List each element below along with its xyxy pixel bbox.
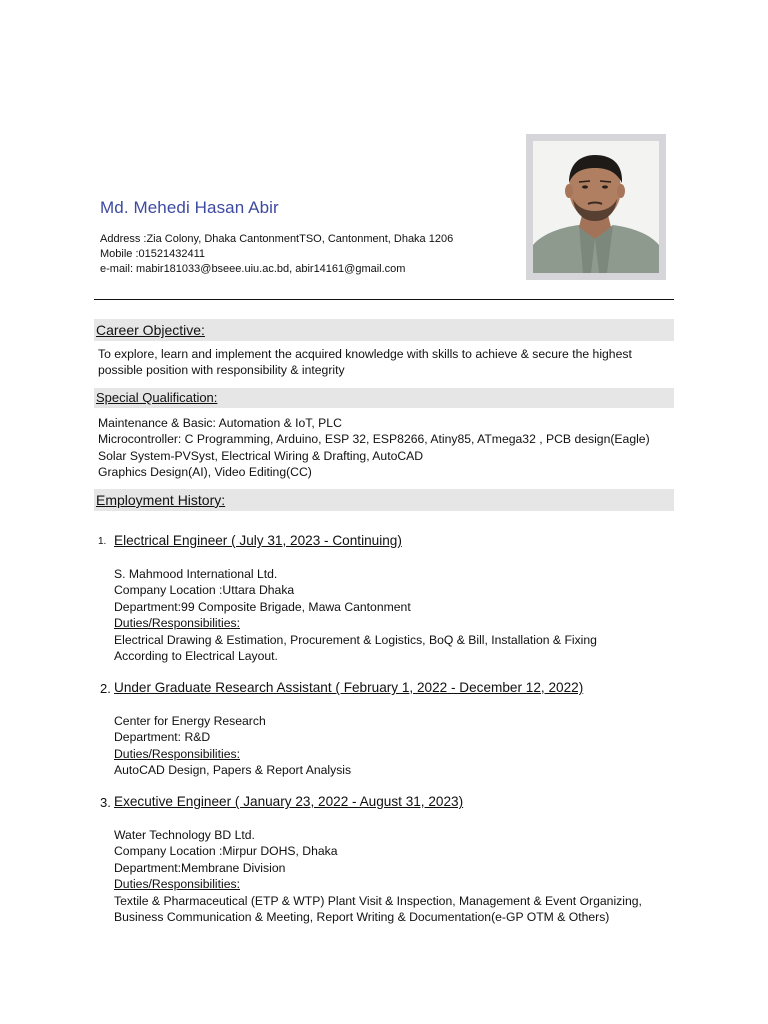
candidate-name: Md. Mehedi Hasan Abir <box>100 198 279 217</box>
career-line: possible position with responsibility & integrity <box>98 363 345 378</box>
profile-photo-frame <box>526 134 666 280</box>
profile-photo <box>533 141 659 273</box>
company-name: S. Mahmood International Ltd. <box>114 567 278 581</box>
mobile-line: Mobile :01521432411 <box>100 248 205 260</box>
duties-label: Duties/Responsibilities: <box>114 877 240 892</box>
qualification-line: Solar System-PVSyst, Electrical Wiring & Drafting, AutoCAD <box>98 448 424 463</box>
job-title: Under Graduate Research Assistant ( February 1, 2022 - December 12, 2022) <box>114 680 584 695</box>
duties-line: Textile & Pharmaceutical (ETP & WTP) Plant Visit & Inspection, Management & Event Organizing, <box>114 893 642 908</box>
department: Department:Membrane Division <box>114 860 286 875</box>
job-details <box>114 827 642 925</box>
job-number: 2. <box>100 681 111 696</box>
job-number: 1. <box>98 536 107 547</box>
duties-line: AutoCAD Design, Papers & Report Analysis <box>114 763 352 778</box>
special-qualification-text <box>98 415 678 480</box>
qualification-line: Graphics Design(AI), Video Editing(CC) <box>98 464 312 479</box>
duties-label: Duties/Responsibilities: <box>114 616 240 631</box>
email-line: e-mail: mabir181033@bseee.uiu.ac.bd, abir14161@gmail.com <box>100 263 406 275</box>
header-divider <box>94 299 674 300</box>
duties-line: According to Electrical Layout. <box>114 649 278 664</box>
department: Department:99 Composite Brigade, Mawa Cantonment <box>114 599 411 614</box>
career-line: To explore, learn and implement the acquired knowledge with skills to achieve & secure the highest <box>98 347 632 361</box>
qualification-line: Microcontroller: C Programming, Arduino, ESP 32, ESP8266, Atiny85, ATmega32 , PCB design(Eagle) <box>98 432 650 447</box>
duties-line: Electrical Drawing & Estimation, Procurement & Logistics, BoQ & Bill, Installation & Fixing <box>114 632 597 647</box>
employment-history-heading: Employment History: <box>94 489 674 511</box>
person-portrait-icon <box>533 141 659 273</box>
job-details <box>114 713 351 779</box>
job-title: Electrical Engineer ( July 31, 2023 - Continuing) <box>114 533 402 548</box>
contact-block <box>100 232 453 277</box>
department: Department: R&D <box>114 730 211 745</box>
special-qualification-heading: Special Qualification: <box>94 388 674 408</box>
job-details <box>114 566 597 664</box>
duties-line: Business Communication & Meeting, Report Writing & Documentation(e-GP OTM & Others) <box>114 910 610 925</box>
company-name: Water Technology BD Ltd. <box>114 828 255 842</box>
company-location: Company Location :Uttara Dhaka <box>114 583 295 598</box>
qualification-line: Maintenance & Basic: Automation & IoT, PLC <box>98 416 342 430</box>
duties-label: Duties/Responsibilities: <box>114 746 240 761</box>
career-objective-heading: Career Objective: <box>94 319 674 341</box>
company-name: Center for Energy Research <box>114 714 266 728</box>
career-objective-text <box>98 346 678 379</box>
job-title: Executive Engineer ( January 23, 2022 - August 31, 2023) <box>114 794 464 809</box>
job-number: 3. <box>100 795 111 810</box>
company-location: Company Location :Mirpur DOHS, Dhaka <box>114 844 338 859</box>
address-line: Address :Zia Colony, Dhaka CantonmentTSO, Cantonment, Dhaka 1206 <box>100 233 454 245</box>
